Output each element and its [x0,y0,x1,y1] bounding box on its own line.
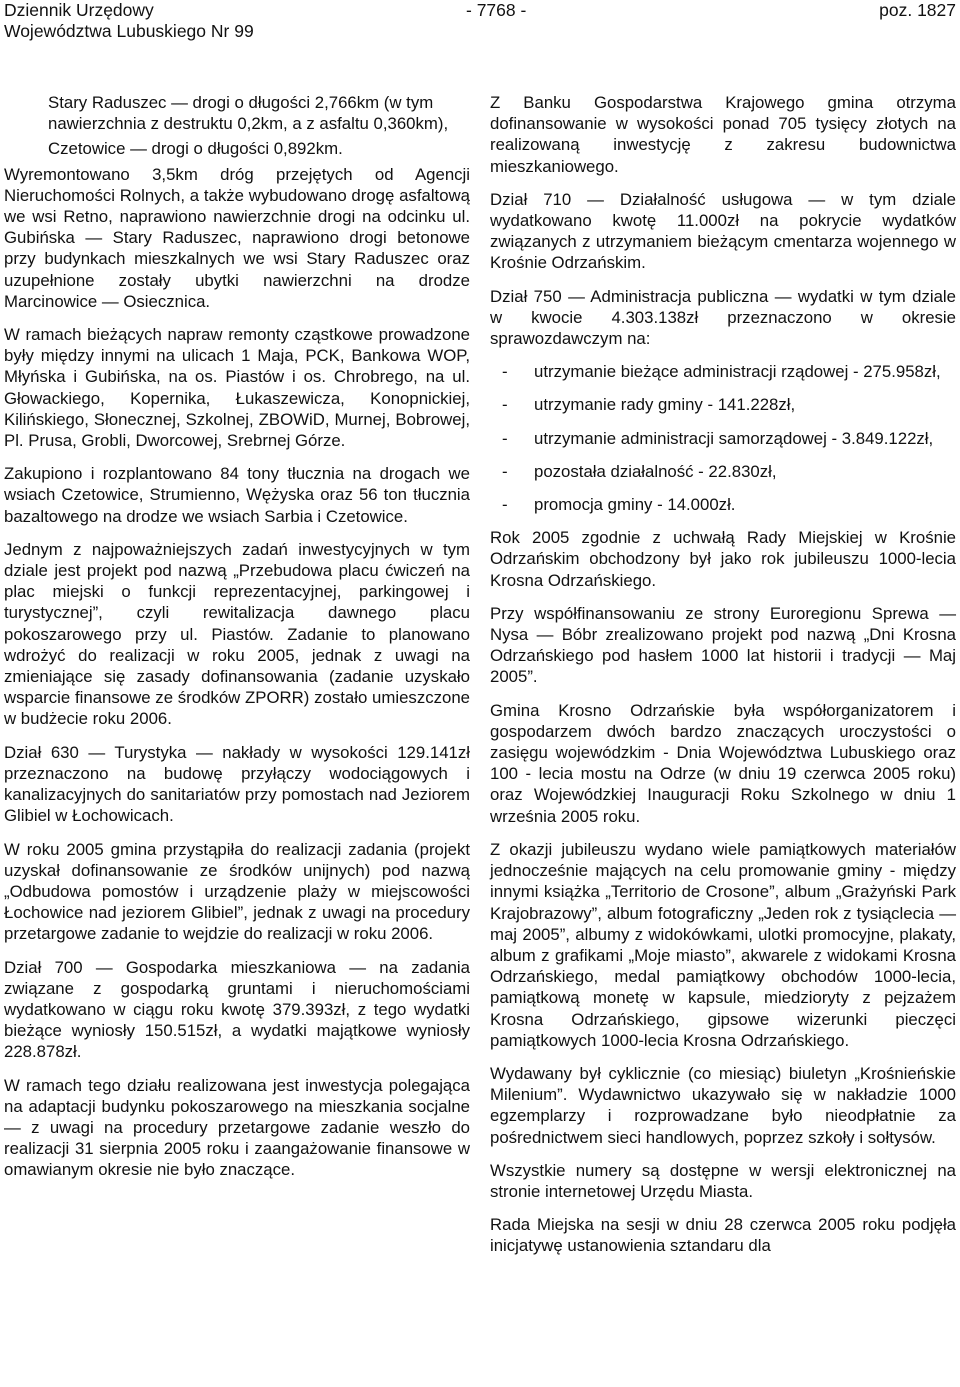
paragraph: W ramach tego działu realizowana jest inwestycja polegająca na adaptacji budynku pokoszarowego na mieszkania socjalne — z uwagi na procedury przetargowe zadanie weszło do realizacji 31 sierpnia 2005 roku i zaangażowanie finansowe w omawianym okresie nie było znaczące. [4,1075,470,1180]
paragraph: W ramach bieżących napraw remonty cząstkowe prowadzone były między innymi na ulicach 1 Maja, PCK, Bankowa WOP, Młyńska i Gubińska, na os. Piastów i os. Chrobrego, na ul. Głowackiego, Kopernika, Łukaszewicza, Konopnickiej, Kilińskiego, Słonecznej, Szkolnej, ZBOWiD, Murnej, Bobrowej, Pl. Prusa, Grobli, Dworcowej, Srebrnej Górze. [4,325,470,451]
list-item [490,428,956,449]
list-item [490,394,956,415]
list-item-text: utrzymanie administracji samorządowej - 3.849.122zł, [534,428,934,448]
body-columns [4,92,956,1269]
paragraph: Stary Raduszec — drogi o długości 2,766km (w tym nawierzchnia z destruktu 0,2km, a z asfaltu 0,360km), [48,93,449,134]
paragraph: Wyremontowano 3,5km dróg przejętych od Agencji Nieruchomości Rolnych, a także wybudowano drogę asfaltową we wsi Retno, naprawiono nawierzchnie drogi na odcinku ul. Gubińska — Stary Raduszec, naprawiono drogi betonowe przy budynkach mieszkalnych we wsi Stary Raduszec oraz uzupełnione zostały ubytki nawierzchni na drodze Marcinowice — Osiecznica. [4,164,470,311]
journal-name: Dziennik Urzędowy [4,0,154,20]
position-number: poz. 1827 [879,0,956,20]
paragraph: Rada Miejska na sesji w dniu 28 czerwca 2005 roku podjęła inicjatywę ustanowienia sztandaru dla [490,1215,956,1256]
paragraph: Dział 710 — Działalność usługowa — w tym dziale wydatkowano kwotę 11.000zł na pokrycie wydatków związanych z utrzymaniem bieżącym cmentarza wojennego w Krośnie Odrzańskim. [490,189,956,273]
list-item [490,461,956,482]
paragraph: Wydawany był cyklicznie (co miesiąc) biuletyn „Krośnieńskie Milenium”. Wydawnictwo ukazywało się w nakładzie 1000 egzemplarzy i rozprowadzane było nieodpłatnie za pośrednictwem sieci handlowych, poprzez szkoły i sołtysów. [490,1063,956,1147]
list-item [490,361,956,382]
journal-issue: Województwa Lubuskiego Nr 99 [4,21,254,41]
paragraph: Dział 700 — Gospodarka mieszkaniowa — na zadania związane z gospodarką gruntami i nieruchomościami wydatkowano w ciągu roku kwotę 379.393zł, z tego wydatki bieżące wyniosły 150.515zł, a wydatki majątkowe wyniosły 228.878zł. [4,957,470,1062]
list-dash: - [502,495,508,515]
page-header [4,0,956,44]
expense-list [490,361,956,515]
list-dash: - [502,362,508,382]
page-number: - 7768 - [466,0,527,20]
paragraph: Czetowice — drogi o długości 0,892km. [48,139,343,159]
journal-title [4,0,254,42]
paragraph: Z Banku Gospodarstwa Krajowego gmina otrzyma dofinansowanie w wysokości ponad 705 tysięcy złotych na realizowaną inwestycję z zakresu budownictwa mieszkaniowego. [490,93,956,176]
left-column [4,92,470,1269]
paragraph: Dział 750 — Administracja publiczna — wydatki w tym dziale w kwocie 4.303.138zł przeznaczono w okresie sprawozdawczym na: [490,286,956,349]
paragraph: Zakupiono i rozplantowano 84 tony tłucznia na drogach we wsiach Czetowice, Strumienno, Wężyska oraz 56 ton tłucznia bazaltowego na drodze we wsiach Sarbia i Czetowice. [4,464,470,526]
paragraph: Gmina Krosno Odrzańskie była współorganizatorem i gospodarzem dwóch bardzo znaczących uroczystości o zasięgu wojewódzkim - Dnia Województwa Lubuskiego oraz 100 - lecia mostu na Odrze (w dniu 19 czerwca 2005 roku) oraz Wojewódzkiej Inauguracji Roku Szkolnego w dniu 1 września 2005 roku. [490,700,956,826]
paragraph: Przy współfinansowaniu ze strony Euroregionu Sprewa — Nysa — Bóbr zrealizowano projekt pod nazwą „Dni Krosna Odrzańskiego pod hasłem 1000 lat historii i tradycji — Maj 2005”. [490,603,956,687]
list-item [490,494,956,515]
right-column [490,92,956,1269]
list-dash: - [502,395,508,415]
paragraph: Dział 630 — Turystyka — nakłady w wysokości 129.141zł przeznaczono na budowę przyłączy wodociągowych i kanalizacyjnych do sanitariatów przy pomostach nad Jeziorem Glibiel w Łochowicach. [4,742,470,826]
list-item-text: utrzymanie bieżące administracji rządowej - 275.958zł, [534,362,941,382]
list-dash: - [502,461,508,481]
paragraph: Rok 2005 zgodnie z uchwałą Rady Miejskiej w Krośnie Odrzańskim obchodzony był jako rok jubileuszu 1000-lecia Krosna Odrzańskiego. [490,528,956,590]
paragraph: Jednym z najpoważniejszych zadań inwestycyjnych w tym dziale jest projekt pod nazwą „Przebudowa placu ćwiczeń na plac miejski o funkcji reprezentacyjnej, parkingowej i turystycznej”, czyli rewitalizacja dawnego placu pokoszarowego przy ul. Piastów. Zadanie to planowano wdrożyć do realizacji w roku 2005, jednak z uwagi na zmieniające się zasady dofinansowania (zadanie uzyskało wsparcie finansowe ze środków ZPORR) zostało umieszczone w budżecie roku 2006. [4,539,470,729]
list-dash: - [502,428,508,448]
list-item-text: pozostała działalność - 22.830zł, [534,461,777,481]
list-item-text: utrzymanie rady gminy - 141.228zł, [534,395,796,415]
paragraph: W roku 2005 gmina przystąpiła do realizacji zadania (projekt uzyskał dofinansowanie ze środków unijnych) pod nazwą „Odbudowa pomostów i urządzenie plaży w miejscowości Łochowice nad jeziorem Glibiel”, jednak z uwagi na procedury przetargowe zadanie to wejdzie do realizacji w roku 2006. [4,839,470,944]
paragraph: Wszystkie numery są dostępne w wersji elektronicznej na stronie internetowej Urzędu Miasta. [490,1160,956,1201]
list-item-text: promocja gminy - 14.000zł. [534,495,736,515]
paragraph: Z okazji jubileuszu wydano wiele pamiątkowych materiałów jednocześnie mających na celu promowanie gminy - między innymi książka „Territorio de Crosone”, album „Grażyński Park Krajobrazowy”, album fotograficzny „Jeden rok z tysiąclecia — maj 2005”, albumy z widokówkami, ulotki promocyjne, plakaty, album z grafikami „Moje miasto”, akwarele z widokami Krosna Odrzańskiego, medal pamiątkowy obchodów 1000-lecia, pamiątkową monetę w kapsule, miedzioryty z pejzażem Krosna Odrzańskiego, gipsowe wizerunki pieczęci pamiątkowych 1000-lecia Krosna Odrzańskiego. [490,839,956,1050]
